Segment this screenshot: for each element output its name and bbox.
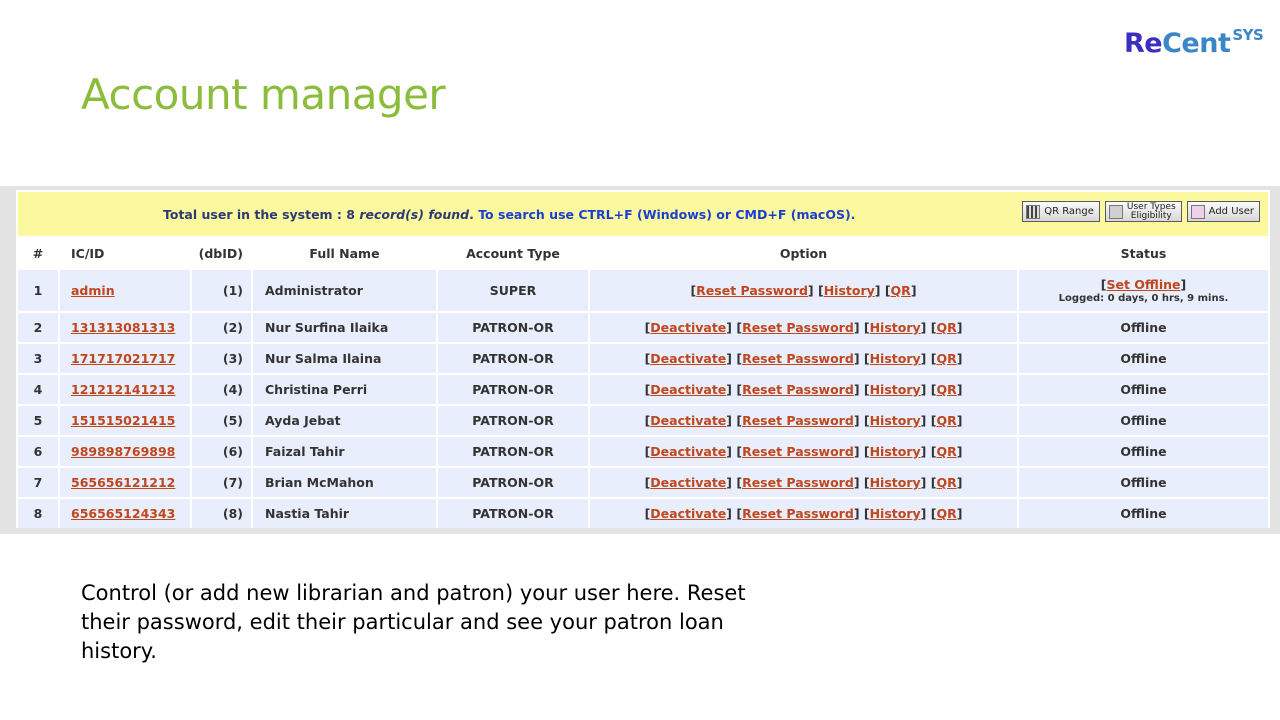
row-number: 6 bbox=[18, 437, 58, 466]
history-link[interactable]: History bbox=[869, 506, 921, 521]
records-dot: . bbox=[469, 207, 474, 222]
history-link[interactable]: History bbox=[869, 444, 921, 459]
row-account-type: PATRON-OR bbox=[438, 437, 588, 466]
deactivate-link[interactable]: Deactivate bbox=[650, 413, 727, 428]
records-found: record(s) found bbox=[359, 207, 470, 222]
reset-password-link[interactable]: Reset Password bbox=[742, 506, 854, 521]
recentsys-logo bbox=[1124, 26, 1263, 59]
user-types-label bbox=[1127, 203, 1176, 221]
row-status: [Set Offline] Logged: 0 days, 0 hrs, 9 mins. bbox=[1019, 270, 1268, 311]
col-account-type: Account Type bbox=[438, 238, 588, 268]
row-status: Offline bbox=[1019, 344, 1268, 373]
row-number: 5 bbox=[18, 406, 58, 435]
history-link[interactable]: History bbox=[869, 382, 921, 397]
row-options: [Reset Password] [History] [QR] bbox=[590, 270, 1017, 311]
row-full-name: Nur Salma Ilaina bbox=[253, 344, 436, 373]
history-link[interactable]: History bbox=[823, 283, 875, 298]
deactivate-link[interactable]: Deactivate bbox=[650, 475, 727, 490]
reset-password-link[interactable]: Reset Password bbox=[696, 283, 808, 298]
screenshot-panel bbox=[0, 186, 1280, 534]
row-full-name: Faizal Tahir bbox=[253, 437, 436, 466]
records-summary bbox=[163, 207, 855, 222]
add-user-icon bbox=[1191, 205, 1205, 219]
row-account-type: PATRON-OR bbox=[438, 313, 588, 342]
col-dbid: (dbID) bbox=[192, 238, 251, 268]
row-status: Offline bbox=[1019, 375, 1268, 404]
table-header-row bbox=[18, 238, 1268, 268]
row-number: 3 bbox=[18, 344, 58, 373]
user-id-link[interactable]: 171717021717 bbox=[71, 351, 176, 366]
row-status: Offline bbox=[1019, 499, 1268, 528]
qr-icon bbox=[1026, 205, 1040, 219]
qr-link[interactable]: QR bbox=[936, 413, 957, 428]
col-full-name: Full Name bbox=[253, 238, 436, 268]
deactivate-link[interactable]: Deactivate bbox=[650, 506, 727, 521]
row-dbid: (8) bbox=[192, 499, 251, 528]
row-icid-cell bbox=[60, 270, 190, 311]
row-dbid: (1) bbox=[192, 270, 251, 311]
add-user-label: Add User bbox=[1208, 206, 1254, 217]
logo-part-cent: Cent bbox=[1162, 28, 1231, 59]
row-account-type: PATRON-OR bbox=[438, 375, 588, 404]
qr-link[interactable]: QR bbox=[936, 444, 957, 459]
qr-range-label: QR Range bbox=[1044, 206, 1094, 217]
set-offline-link[interactable]: Set Offline bbox=[1106, 277, 1181, 292]
col-status: Status bbox=[1019, 238, 1268, 268]
qr-link[interactable]: QR bbox=[890, 283, 911, 298]
reset-password-link[interactable]: Reset Password bbox=[742, 413, 854, 428]
page-title: Account manager bbox=[81, 70, 446, 119]
row-full-name: Nur Surfina Ilaika bbox=[253, 313, 436, 342]
row-options: [Deactivate] [Reset Password] [History] [QR] bbox=[590, 499, 1017, 528]
user-id-link[interactable]: admin bbox=[71, 283, 115, 298]
row-dbid: (3) bbox=[192, 344, 251, 373]
table-row bbox=[18, 270, 1268, 311]
row-full-name: Ayda Jebat bbox=[253, 406, 436, 435]
logo-superscript: SYS bbox=[1232, 26, 1264, 44]
row-icid-cell bbox=[60, 499, 190, 528]
history-link[interactable]: History bbox=[869, 413, 921, 428]
table-row bbox=[18, 406, 1268, 435]
row-icid-cell bbox=[60, 406, 190, 435]
row-number: 7 bbox=[18, 468, 58, 497]
deactivate-link[interactable]: Deactivate bbox=[650, 320, 727, 335]
row-icid-cell bbox=[60, 344, 190, 373]
history-link[interactable]: History bbox=[869, 320, 921, 335]
row-dbid: (2) bbox=[192, 313, 251, 342]
toolbar bbox=[1022, 201, 1260, 222]
logged-duration: Logged: 0 days, 0 hrs, 9 mins. bbox=[1058, 293, 1229, 304]
row-full-name: Administrator bbox=[253, 270, 436, 311]
row-full-name: Christina Perri bbox=[253, 375, 436, 404]
row-dbid: (7) bbox=[192, 468, 251, 497]
row-number: 1 bbox=[18, 270, 58, 311]
search-hint: To search use CTRL+F (Windows) or CMD+F (macOS). bbox=[473, 207, 856, 222]
row-account-type: PATRON-OR bbox=[438, 406, 588, 435]
row-dbid: (6) bbox=[192, 437, 251, 466]
deactivate-link[interactable]: Deactivate bbox=[650, 351, 727, 366]
row-options: [Deactivate] [Reset Password] [History] [QR] bbox=[590, 313, 1017, 342]
row-number: 2 bbox=[18, 313, 58, 342]
row-dbid: (4) bbox=[192, 375, 251, 404]
row-status: Offline bbox=[1019, 313, 1268, 342]
qr-link[interactable]: QR bbox=[936, 320, 957, 335]
account-table-container bbox=[16, 190, 1270, 528]
row-options: [Deactivate] [Reset Password] [History] [QR] bbox=[590, 375, 1017, 404]
row-status: Offline bbox=[1019, 437, 1268, 466]
deactivate-link[interactable]: Deactivate bbox=[650, 444, 727, 459]
qr-range-button[interactable] bbox=[1022, 201, 1100, 222]
col-icid: IC/ID bbox=[60, 238, 190, 268]
row-account-type: PATRON-OR bbox=[438, 344, 588, 373]
table-row bbox=[18, 468, 1268, 497]
row-icid-cell bbox=[60, 437, 190, 466]
records-banner bbox=[18, 192, 1268, 236]
user-types-line2: Eligibility bbox=[1130, 210, 1172, 221]
row-account-type: PATRON-OR bbox=[438, 468, 588, 497]
user-id-link[interactable]: 131313081313 bbox=[71, 320, 176, 335]
history-link[interactable]: History bbox=[869, 351, 921, 366]
qr-link[interactable]: QR bbox=[936, 506, 957, 521]
slide-description: Control (or add new librarian and patron) your user here. Reset their password, edit their particular and see your patron loan history. bbox=[81, 581, 746, 663]
logo-part-re: Re bbox=[1124, 28, 1163, 59]
user-id-link[interactable]: 565656121212 bbox=[71, 475, 176, 490]
row-options: [Deactivate] [Reset Password] [History] [QR] bbox=[590, 344, 1017, 373]
col-num: # bbox=[18, 238, 58, 268]
table-row bbox=[18, 499, 1268, 528]
row-number: 4 bbox=[18, 375, 58, 404]
user-types-icon bbox=[1109, 205, 1123, 219]
user-id-link[interactable]: 989898769898 bbox=[71, 444, 176, 459]
reset-password-link[interactable]: Reset Password bbox=[742, 382, 854, 397]
records-prefix: Total user in the system : 8 bbox=[163, 207, 360, 222]
row-status: Offline bbox=[1019, 406, 1268, 435]
reset-password-link[interactable]: Reset Password bbox=[742, 351, 854, 366]
row-dbid: (5) bbox=[192, 406, 251, 435]
row-full-name: Brian McMahon bbox=[253, 468, 436, 497]
user-id-link[interactable]: 121212141212 bbox=[71, 382, 176, 397]
user-types-eligibility-button[interactable] bbox=[1105, 201, 1182, 222]
add-user-button[interactable] bbox=[1187, 201, 1260, 222]
user-id-link[interactable]: 151515021415 bbox=[71, 413, 176, 428]
col-option: Option bbox=[590, 238, 1017, 268]
row-icid-cell bbox=[60, 375, 190, 404]
deactivate-link[interactable]: Deactivate bbox=[650, 382, 727, 397]
accounts-table bbox=[16, 236, 1270, 530]
row-icid-cell bbox=[60, 313, 190, 342]
reset-password-link[interactable]: Reset Password bbox=[742, 444, 854, 459]
row-options: [Deactivate] [Reset Password] [History] [QR] bbox=[590, 406, 1017, 435]
table-row bbox=[18, 375, 1268, 404]
qr-link[interactable]: QR bbox=[936, 382, 957, 397]
row-full-name: Nastia Tahir bbox=[253, 499, 436, 528]
row-options: [Deactivate] [Reset Password] [History] [QR] bbox=[590, 468, 1017, 497]
row-account-type: PATRON-OR bbox=[438, 499, 588, 528]
table-row bbox=[18, 313, 1268, 342]
table-row bbox=[18, 344, 1268, 373]
qr-link[interactable]: QR bbox=[936, 351, 957, 366]
row-number: 8 bbox=[18, 499, 58, 528]
history-link[interactable]: History bbox=[869, 475, 921, 490]
qr-link[interactable]: QR bbox=[936, 475, 957, 490]
reset-password-link[interactable]: Reset Password bbox=[742, 320, 854, 335]
table-row bbox=[18, 437, 1268, 466]
row-options: [Deactivate] [Reset Password] [History] [QR] bbox=[590, 437, 1017, 466]
user-id-link[interactable]: 656565124343 bbox=[71, 506, 176, 521]
row-icid-cell bbox=[60, 468, 190, 497]
reset-password-link[interactable]: Reset Password bbox=[742, 475, 854, 490]
row-status: Offline bbox=[1019, 468, 1268, 497]
row-account-type: SUPER bbox=[438, 270, 588, 311]
user-types-line1: User Types bbox=[1126, 201, 1176, 212]
